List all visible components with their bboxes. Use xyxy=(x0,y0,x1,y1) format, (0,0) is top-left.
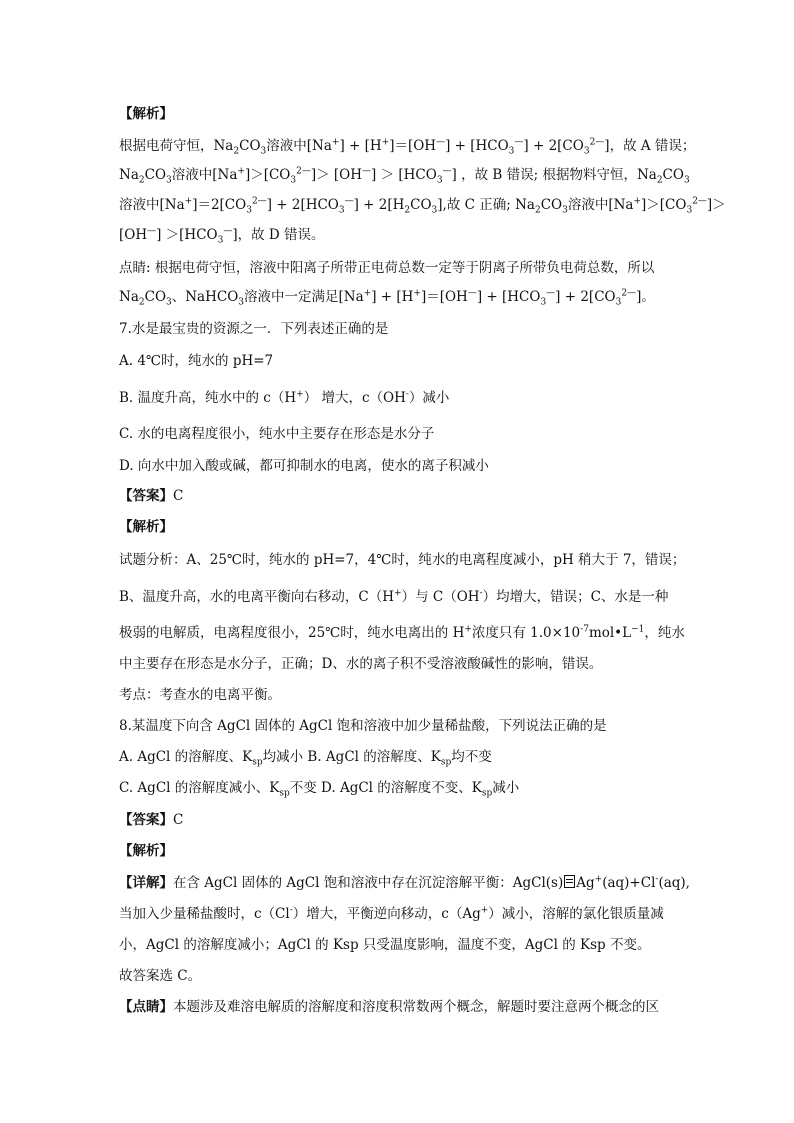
q8-options-cd: C. AgCl 的溶解度减小、$K_{sp}$不变 D. AgCl 的溶解度不变、$K_{sp}$减小 xyxy=(119,780,520,799)
q6-analysis-line-3: 溶液中$[Na^+]=2[CO_3^{2—}] + 2[HCO_3^—] + 2[H_2CO_3]$,故 C 正确; $Na_2CO_3$溶液中$[Na^+]>[CO_3^{2—}]>$ xyxy=(119,196,726,216)
q8-detail-2: 当加入少量稀盐酸时，c（Cl-）增大，平衡逆向移动，c（Ag+）减小，溶解的氯化银质量减 xyxy=(119,905,664,922)
q6-analysis-line-2: $Na_2CO_3$溶液中$[Na^+]>[CO_3^{2—}]> [OH^—] > [HCO_3^—]$ ，故 B 错误; 根据物料守恒，$Na_2CO_3$ xyxy=(119,166,690,186)
q7-explanation-1: 试题分析：A、25℃时，纯水的 pH=7，4℃时，纯水的电离程度减小，pH 稍大于 7，错误； xyxy=(119,552,686,568)
q8-conclusion: 故答案选 C。 xyxy=(119,968,202,984)
q7-explanation-4: 中主要存在形态是水分子，正确；D、水的离子积不受溶液酸碱性的影响，错误。 xyxy=(119,656,603,672)
equilibrium-arrow-icon xyxy=(564,875,575,888)
q8-point: 【点睛】本题涉及难溶电解质的溶解度和溶度积常数两个概念，解题时要注意两个概念的区 xyxy=(119,999,659,1015)
q7-analysis-heading: 【解析】 xyxy=(119,519,173,535)
q6-analysis-line-1: 根据电荷守恒，$Na_2CO_3$溶液中$[Na^+] + [H^+]=[OH^—] + [HCO_3^—] + 2[CO_3^{2—}]$，故 A 错误； xyxy=(119,137,696,157)
q7-kaodian: 考点：考查水的电离平衡。 xyxy=(119,687,281,703)
q6-analysis-line-4: $[OH^—] >[HCO_3^—]$，故 D 错误。 xyxy=(119,226,325,246)
q8-detail-3: 小，AgCl 的溶解度减小；AgCl 的 Ksp 只受温度影响，温度不变，AgCl 的 Ksp 不变。 xyxy=(119,937,651,953)
q7-option-d: D. 向水中加入酸或碱，都可抑制水的电离，使水的离子积减小 xyxy=(119,458,489,474)
q7-question: 7.水是最宝贵的资源之一．下列表述正确的是 xyxy=(119,321,389,337)
q8-detail-1: 【详解】在含 AgCl 固体的 AgCl 饱和溶液中存在沉淀溶解平衡：AgCl(s) Ag+(aq)+Cl-(aq), xyxy=(119,874,690,891)
q6-note-line-1: 点睛: 根据电荷守恒，溶液中阳离子所带正电荷总数一定等于阴离子所带负电荷总数，所以 xyxy=(119,260,655,276)
q7-option-c: C. 水的电离程度很小，纯水中主要存在形态是水分子 xyxy=(119,426,435,442)
q7-option-b: B. 温度升高，纯水中的 c（H+） 增大，c（OH-）减小 xyxy=(119,389,450,406)
q7-explanation-2: B、温度升高，水的电离平衡向右移动，C（H+）与 C（OH-）均增大，错误；C、水是一种 xyxy=(119,588,669,605)
q7-explanation-3: 极弱的电解质，电离程度很小，25℃时，纯水电离出的 H+浓度只有 $1.0\times 10^{-7}mol•L^{-1}$，纯水 xyxy=(119,624,685,641)
q8-answer: 【答案】C xyxy=(119,812,184,828)
q8-options-ab: A. AgCl 的溶解度、$K_{sp}$均减小 B. AgCl 的溶解度、$K_{sp}$均不变 xyxy=(119,749,492,768)
q6-analysis-heading: 【解析】 xyxy=(119,106,173,122)
q8-question: 8.某温度下向含 AgCl 固体的 AgCl 饱和溶液中加少量稀盐酸，下列说法正确的是 xyxy=(119,718,607,734)
q7-option-a: A. 4℃时，纯水的 pH=7 xyxy=(119,353,274,369)
q6-note-line-2: $Na_2CO_3$、NaHCO$_3$溶液中一定满足$[Na^+] + [H^+]=[OH^—] + [HCO_3^—] + 2[CO_3^{2—}]$。 xyxy=(119,288,655,308)
q8-analysis-heading: 【解析】 xyxy=(119,843,173,859)
q7-answer: 【答案】C xyxy=(119,488,184,504)
